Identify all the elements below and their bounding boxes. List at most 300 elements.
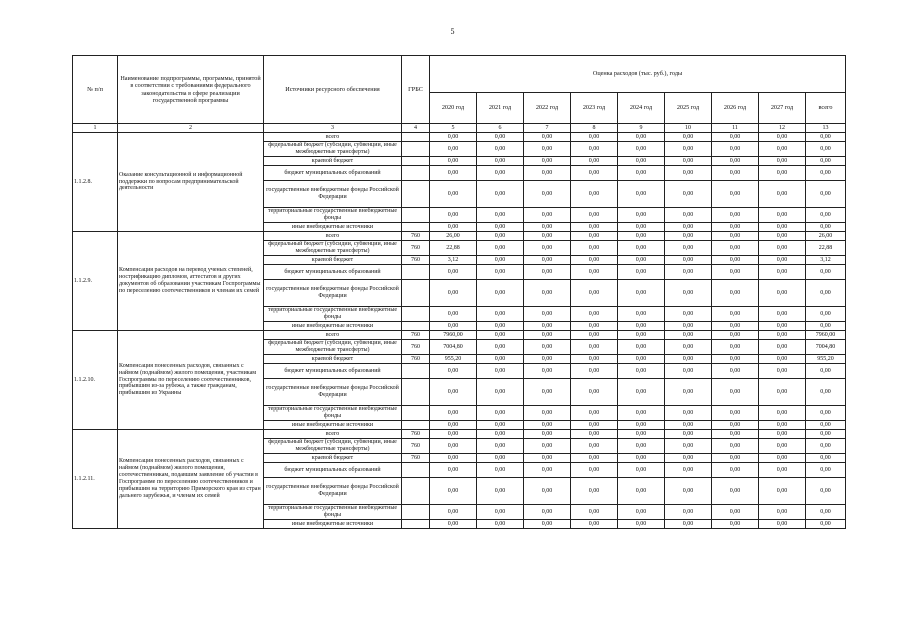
value-cell: 0,00: [712, 133, 759, 142]
value-cell: 0,00: [571, 454, 618, 463]
funding-source: бюджет муниципальных образований: [264, 463, 402, 478]
value-cell: 0,00: [618, 364, 665, 379]
grbs-code: [402, 478, 430, 505]
value-total: 0,00: [806, 307, 846, 322]
value-cell: 0,00: [665, 505, 712, 520]
grbs-code: [402, 379, 430, 406]
value-cell: 0,00: [524, 478, 571, 505]
value-cell: 0,00: [571, 331, 618, 340]
value-total: 3,12: [806, 256, 846, 265]
value-total: 26,00: [806, 232, 846, 241]
value-cell: 0,00: [665, 223, 712, 232]
value-cell: 0,00: [759, 340, 806, 355]
value-cell: 0,00: [524, 223, 571, 232]
column-number: 5: [430, 124, 477, 133]
value-cell: 0,00: [571, 322, 618, 331]
value-cell: 0,00: [618, 463, 665, 478]
row-code: 1.1.2.9.: [73, 232, 118, 331]
value-cell: 0,00: [618, 157, 665, 166]
value-cell: 0,00: [524, 421, 571, 430]
value-cell: 0,00: [759, 421, 806, 430]
value-cell: 0,00: [712, 322, 759, 331]
value-cell: 0,00: [665, 364, 712, 379]
grbs-code: 760: [402, 454, 430, 463]
grbs-code: 760: [402, 232, 430, 241]
value-cell: 0,00: [430, 157, 477, 166]
grbs-code: [402, 520, 430, 529]
value-cell: 0,00: [712, 463, 759, 478]
value-cell: 0,00: [571, 406, 618, 421]
value-cell: 0,00: [759, 157, 806, 166]
value-cell: 0,00: [712, 166, 759, 181]
value-cell: 0,00: [524, 256, 571, 265]
value-cell: 0,00: [759, 307, 806, 322]
value-cell: 0,00: [571, 265, 618, 280]
value-cell: 0,00: [477, 520, 524, 529]
value-cell: 0,00: [524, 307, 571, 322]
value-cell: 0,00: [618, 430, 665, 439]
value-total: 0,00: [806, 157, 846, 166]
funding-source: краевой бюджет: [264, 256, 402, 265]
value-cell: 0,00: [571, 232, 618, 241]
funding-source: всего: [264, 133, 402, 142]
value-cell: 0,00: [665, 166, 712, 181]
value-cell: 0,00: [618, 181, 665, 208]
value-cell: 0,00: [477, 322, 524, 331]
value-cell: 0,00: [665, 208, 712, 223]
funding-source: государственные внебюджетные фонды Российской Федерации: [264, 181, 402, 208]
value-total: 0,00: [806, 430, 846, 439]
value-cell: 0,00: [571, 181, 618, 208]
value-cell: 0,00: [665, 463, 712, 478]
value-total: 0,00: [806, 322, 846, 331]
value-total: 0,00: [806, 439, 846, 454]
grbs-code: 760: [402, 340, 430, 355]
row-name: Компенсация расходов на перевод ученых степеней, нострификацию дипломов, аттестатов и других документов об образовании участникам Госпрограммы по переселению соотечественников и членам их семей: [118, 232, 264, 331]
value-cell: 0,00: [571, 142, 618, 157]
value-cell: 0,00: [524, 406, 571, 421]
value-cell: 0,00: [665, 157, 712, 166]
value-cell: 0,00: [759, 142, 806, 157]
header-name: Наименование подпрограммы, программы, принятой в соответствии с требованиями федерального законодательства в сфере реализации государственной программы: [118, 56, 264, 124]
value-cell: 0,00: [524, 505, 571, 520]
funding-source: территориальные государственные внебюджетные фонды: [264, 505, 402, 520]
value-cell: 0,00: [524, 454, 571, 463]
value-cell: 0,00: [712, 406, 759, 421]
header-total: всего: [806, 93, 846, 124]
value-cell: 0,00: [618, 223, 665, 232]
header-grbs: ГРБС: [402, 56, 430, 124]
grbs-code: [402, 463, 430, 478]
header-year: 2025 год: [665, 93, 712, 124]
funding-source: государственные внебюджетные фонды Российской Федерации: [264, 478, 402, 505]
value-cell: 0,00: [618, 331, 665, 340]
value-cell: 0,00: [712, 520, 759, 529]
column-number: 11: [712, 124, 759, 133]
value-total: 0,00: [806, 166, 846, 181]
grbs-code: 760: [402, 256, 430, 265]
value-cell: 0,00: [618, 340, 665, 355]
value-cell: 0,00: [618, 355, 665, 364]
value-cell: 0,00: [665, 133, 712, 142]
column-number: 2: [118, 124, 264, 133]
value-cell: 0,00: [477, 181, 524, 208]
value-cell: 0,00: [571, 505, 618, 520]
value-cell: 0,00: [618, 406, 665, 421]
value-total: 0,00: [806, 142, 846, 157]
value-cell: 0,00: [759, 379, 806, 406]
value-cell: 0,00: [430, 364, 477, 379]
value-cell: 0,00: [759, 232, 806, 241]
value-cell: 0,00: [618, 322, 665, 331]
funding-source: иные внебюджетные источники: [264, 322, 402, 331]
value-cell: 0,00: [759, 133, 806, 142]
header-year: 2020 год: [430, 93, 477, 124]
value-cell: 0,00: [524, 181, 571, 208]
value-cell: 0,00: [571, 133, 618, 142]
value-cell: 0,00: [430, 406, 477, 421]
table-row: [73, 133, 846, 142]
value-cell: 0,00: [759, 181, 806, 208]
value-total: 0,00: [806, 379, 846, 406]
value-cell: 0,00: [759, 355, 806, 364]
value-cell: 0,00: [524, 322, 571, 331]
value-cell: 0,00: [712, 208, 759, 223]
grbs-code: [402, 406, 430, 421]
value-cell: 0,00: [759, 406, 806, 421]
value-cell: 0,00: [618, 421, 665, 430]
value-cell: 0,00: [665, 421, 712, 430]
value-cell: 0,00: [665, 439, 712, 454]
funding-source: бюджет муниципальных образований: [264, 265, 402, 280]
value-cell: 0,00: [571, 364, 618, 379]
value-cell: 0,00: [712, 379, 759, 406]
value-cell: 0,00: [477, 340, 524, 355]
value-cell: 3,12: [430, 256, 477, 265]
value-cell: 0,00: [712, 364, 759, 379]
column-number: 3: [264, 124, 402, 133]
value-cell: 0,00: [477, 166, 524, 181]
value-cell: 0,00: [524, 241, 571, 256]
funding-source: государственные внебюджетные фонды Российской Федерации: [264, 280, 402, 307]
value-cell: 0,00: [524, 364, 571, 379]
funding-source: всего: [264, 430, 402, 439]
value-total: 0,00: [806, 181, 846, 208]
value-cell: 0,00: [430, 265, 477, 280]
funding-source: федеральный бюджет (субсидии, субвенции, иные межбюджетные трансферты): [264, 340, 402, 355]
grbs-code: 760: [402, 439, 430, 454]
header-estimate: Оценка расходов (тыс. руб.), годы: [430, 56, 846, 93]
value-cell: 0,00: [712, 505, 759, 520]
value-cell: 0,00: [665, 406, 712, 421]
value-cell: 0,00: [430, 520, 477, 529]
value-cell: 0,00: [618, 379, 665, 406]
grbs-code: [402, 133, 430, 142]
value-cell: 0,00: [430, 181, 477, 208]
value-cell: 0,00: [712, 340, 759, 355]
funding-source: краевой бюджет: [264, 157, 402, 166]
value-cell: 0,00: [618, 232, 665, 241]
grbs-code: [402, 208, 430, 223]
header-year: 2021 год: [477, 93, 524, 124]
value-cell: 0,00: [665, 331, 712, 340]
value-cell: 0,00: [430, 322, 477, 331]
value-cell: 0,00: [759, 478, 806, 505]
value-cell: 0,00: [477, 331, 524, 340]
value-cell: 0,00: [665, 430, 712, 439]
grbs-code: [402, 166, 430, 181]
funding-source: территориальные государственные внебюджетные фонды: [264, 208, 402, 223]
value-cell: 0,00: [665, 280, 712, 307]
value-cell: 0,00: [712, 223, 759, 232]
value-cell: 0,00: [430, 454, 477, 463]
value-cell: 0,00: [430, 379, 477, 406]
value-cell: 0,00: [430, 280, 477, 307]
value-cell: 0,00: [477, 478, 524, 505]
funding-source: бюджет муниципальных образований: [264, 166, 402, 181]
value-cell: 0,00: [571, 520, 618, 529]
value-total: 0,00: [806, 133, 846, 142]
grbs-code: [402, 265, 430, 280]
value-total: 0,00: [806, 454, 846, 463]
value-total: 0,00: [806, 208, 846, 223]
grbs-code: 760: [402, 430, 430, 439]
value-cell: 0,00: [571, 166, 618, 181]
value-cell: 0,00: [759, 241, 806, 256]
value-cell: 0,00: [665, 181, 712, 208]
column-number: 6: [477, 124, 524, 133]
value-cell: 0,00: [571, 157, 618, 166]
value-cell: 0,00: [759, 256, 806, 265]
table-row: [73, 430, 846, 439]
value-cell: 0,00: [618, 166, 665, 181]
value-cell: 0,00: [712, 181, 759, 208]
header-year: 2027 год: [759, 93, 806, 124]
value-cell: 26,00: [430, 232, 477, 241]
value-cell: 0,00: [618, 265, 665, 280]
value-cell: 0,00: [712, 421, 759, 430]
value-cell: 0,00: [665, 478, 712, 505]
page-number: 5: [450, 27, 455, 36]
row-name: Оказание консультационной и информационной поддержки по вопросам предпринимательской деятельности: [118, 133, 264, 232]
value-cell: 0,00: [571, 355, 618, 364]
value-cell: 0,00: [477, 364, 524, 379]
value-cell: 0,00: [524, 232, 571, 241]
header-year: 2023 год: [571, 93, 618, 124]
value-cell: 0,00: [430, 307, 477, 322]
value-cell: 0,00: [430, 439, 477, 454]
value-cell: 7960,00: [430, 331, 477, 340]
column-number: 8: [571, 124, 618, 133]
table-body: [73, 133, 846, 529]
value-cell: 0,00: [571, 256, 618, 265]
value-total: 22,88: [806, 241, 846, 256]
value-cell: 0,00: [618, 142, 665, 157]
value-cell: 0,00: [430, 430, 477, 439]
funding-source: краевой бюджет: [264, 454, 402, 463]
value-cell: 0,00: [430, 166, 477, 181]
value-cell: 0,00: [477, 142, 524, 157]
value-cell: 0,00: [712, 307, 759, 322]
value-cell: 0,00: [712, 280, 759, 307]
column-number: 4: [402, 124, 430, 133]
value-cell: 0,00: [759, 364, 806, 379]
value-cell: 0,00: [477, 307, 524, 322]
value-total: 0,00: [806, 478, 846, 505]
value-cell: 0,00: [430, 463, 477, 478]
value-cell: 0,00: [618, 256, 665, 265]
header-year: 2024 год: [618, 93, 665, 124]
value-cell: 0,00: [571, 463, 618, 478]
value-cell: 0,00: [430, 421, 477, 430]
value-cell: 0,00: [477, 454, 524, 463]
value-cell: 0,00: [665, 355, 712, 364]
value-cell: 0,00: [665, 256, 712, 265]
value-cell: 0,00: [571, 439, 618, 454]
grbs-code: [402, 322, 430, 331]
value-cell: 0,00: [524, 463, 571, 478]
value-cell: 0,00: [477, 439, 524, 454]
funding-source: федеральный бюджет (субсидии, субвенции, иные межбюджетные трансферты): [264, 439, 402, 454]
value-cell: 0,00: [477, 265, 524, 280]
value-cell: 0,00: [477, 379, 524, 406]
value-cell: 7004,80: [430, 340, 477, 355]
value-cell: 0,00: [524, 157, 571, 166]
funding-source: иные внебюджетные источники: [264, 223, 402, 232]
funding-source: всего: [264, 232, 402, 241]
value-cell: 0,00: [759, 322, 806, 331]
value-cell: 0,00: [477, 406, 524, 421]
grbs-code: [402, 142, 430, 157]
funding-source: краевой бюджет: [264, 355, 402, 364]
row-code: 1.1.2.8.: [73, 133, 118, 232]
value-cell: 0,00: [618, 307, 665, 322]
funding-source: бюджет муниципальных образований: [264, 364, 402, 379]
column-number: 9: [618, 124, 665, 133]
value-cell: 0,00: [571, 430, 618, 439]
value-total: 0,00: [806, 463, 846, 478]
header-source: Источники ресурсного обеспечения: [264, 56, 402, 124]
column-numbers-row: [73, 124, 846, 133]
value-cell: 0,00: [759, 430, 806, 439]
value-cell: 0,00: [571, 208, 618, 223]
value-cell: 0,00: [524, 430, 571, 439]
value-cell: 0,00: [477, 208, 524, 223]
value-cell: 0,00: [665, 232, 712, 241]
grbs-code: 760: [402, 355, 430, 364]
value-cell: 0,00: [477, 256, 524, 265]
value-cell: 0,00: [759, 223, 806, 232]
value-cell: 0,00: [618, 454, 665, 463]
value-cell: 0,00: [618, 505, 665, 520]
header-year: 2026 год: [712, 93, 759, 124]
grbs-code: 760: [402, 241, 430, 256]
value-cell: 0,00: [430, 223, 477, 232]
row-name: Компенсация понесенных расходов, связанных с наймом (поднаймом) жилого помещения, участникам Госпрограммы по переселению соотечественников, прибывшим из-за рубежа, а также гражданам, прибывшим из Украины: [118, 331, 264, 430]
value-total: 0,00: [806, 265, 846, 280]
value-cell: 0,00: [712, 439, 759, 454]
value-cell: 0,00: [524, 520, 571, 529]
value-cell: 0,00: [618, 280, 665, 307]
value-cell: 0,00: [618, 241, 665, 256]
header-year: 2022 год: [524, 93, 571, 124]
grbs-code: [402, 223, 430, 232]
value-cell: 0,00: [524, 265, 571, 280]
header-num: № п/п: [73, 56, 118, 124]
value-cell: 0,00: [665, 307, 712, 322]
value-cell: 0,00: [712, 142, 759, 157]
funding-source: иные внебюджетные источники: [264, 520, 402, 529]
value-cell: 0,00: [759, 439, 806, 454]
value-cell: 0,00: [665, 322, 712, 331]
value-cell: 0,00: [712, 265, 759, 280]
value-cell: 0,00: [430, 478, 477, 505]
value-total: 0,00: [806, 364, 846, 379]
grbs-code: [402, 280, 430, 307]
table-header: [73, 56, 846, 133]
value-cell: 0,00: [571, 478, 618, 505]
value-cell: 0,00: [524, 379, 571, 406]
grbs-code: [402, 157, 430, 166]
funding-source: территориальные государственные внебюджетные фонды: [264, 307, 402, 322]
value-cell: 0,00: [712, 355, 759, 364]
value-cell: 0,00: [477, 430, 524, 439]
value-cell: 0,00: [524, 355, 571, 364]
row-code: 1.1.2.11.: [73, 430, 118, 529]
grbs-code: 760: [402, 331, 430, 340]
value-cell: 0,00: [571, 340, 618, 355]
column-number: 1: [73, 124, 118, 133]
value-total: 0,00: [806, 421, 846, 430]
value-cell: 0,00: [571, 223, 618, 232]
column-number: 7: [524, 124, 571, 133]
value-cell: 0,00: [477, 223, 524, 232]
value-cell: 0,00: [712, 157, 759, 166]
value-cell: 0,00: [477, 421, 524, 430]
column-number: 12: [759, 124, 806, 133]
value-cell: 0,00: [665, 340, 712, 355]
value-cell: 0,00: [665, 241, 712, 256]
value-cell: 0,00: [712, 232, 759, 241]
grbs-code: [402, 421, 430, 430]
value-total: 0,00: [806, 505, 846, 520]
value-cell: 0,00: [477, 280, 524, 307]
value-cell: 0,00: [665, 142, 712, 157]
value-cell: 0,00: [759, 505, 806, 520]
value-cell: 0,00: [712, 331, 759, 340]
table-row: [73, 331, 846, 340]
value-total: 0,00: [806, 223, 846, 232]
value-cell: 0,00: [477, 157, 524, 166]
funding-source: всего: [264, 331, 402, 340]
value-cell: 0,00: [759, 265, 806, 280]
value-cell: 0,00: [524, 133, 571, 142]
row-code: 1.1.2.10.: [73, 331, 118, 430]
value-cell: 0,00: [759, 166, 806, 181]
value-total: 0,00: [806, 520, 846, 529]
value-cell: 0,00: [477, 463, 524, 478]
grbs-code: [402, 307, 430, 322]
funding-source: федеральный бюджет (субсидии, субвенции, иные межбюджетные трансферты): [264, 241, 402, 256]
value-cell: 0,00: [759, 280, 806, 307]
value-cell: 0,00: [618, 520, 665, 529]
funding-source: федеральный бюджет (субсидии, субвенции, иные межбюджетные трансферты): [264, 142, 402, 157]
value-cell: 0,00: [430, 208, 477, 223]
expenses-table: [72, 55, 846, 529]
value-total: 7960,00: [806, 331, 846, 340]
value-cell: 0,00: [477, 232, 524, 241]
value-cell: 0,00: [430, 142, 477, 157]
